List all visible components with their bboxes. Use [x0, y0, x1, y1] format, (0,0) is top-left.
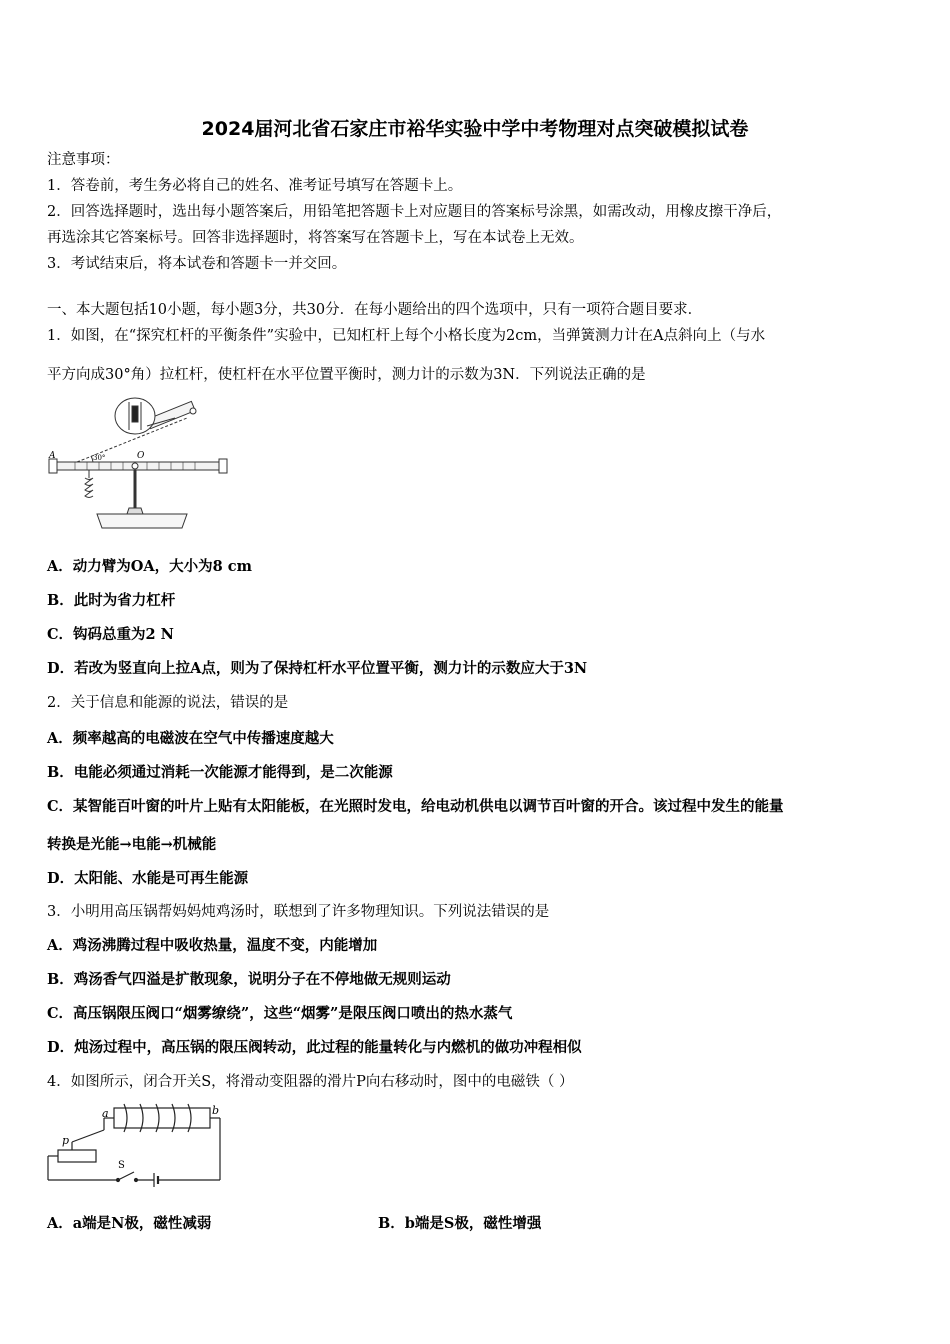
- question-1-option: D．若改为竖直向上拉A点，则为了保持杠杆水平位置平衡，测力计的示数应大于3N: [47, 660, 588, 677]
- question-2-option: A．频率越高的电磁波在空气中传播速度越大: [47, 730, 334, 747]
- page-title: 2024届河北省石家庄市裕华实验中学中考物理对点突破模拟试卷: [201, 118, 749, 140]
- notice-item: 3．考试结束后，将本试卷和答题卡一并交回。: [47, 256, 347, 272]
- question-4-stem: 4．如图所示，闭合开关S，将滑动变阻器的滑片P向右移动时，图中的电磁铁（ ）: [47, 1074, 574, 1090]
- question-2-option: B．电能必须通过消耗一次能源才能得到，是二次能源: [47, 764, 393, 781]
- figure-label-s: S: [118, 1160, 125, 1171]
- notice-item: 再选涂其它答案标号。回答非选择题时，将答案写在答题卡上，写在本试卷上无效。: [47, 230, 584, 246]
- figure-label-a: A: [49, 451, 56, 461]
- question-3-option: D．炖汤过程中，高压锅的限压阀转动，此过程的能量转化与内燃机的做功冲程相似: [47, 1039, 582, 1056]
- notice-item: 1．答卷前，考生务必将自己的姓名、准考证号填写在答题卡上。: [47, 178, 463, 194]
- question-3-option: C．高压锅限压阀口“烟雾缭绕”，这些“烟雾”是限压阀口喷出的热水蒸气: [47, 1005, 513, 1022]
- question-2-option: C．某智能百叶窗的叶片上贴有太阳能板，在光照时发电，给电动机供电以调节百叶窗的开合。该过程中发生的能量: [47, 798, 784, 815]
- figure-label-b: b: [212, 1104, 220, 1117]
- question-3-stem: 3．小明用高压锅帮妈妈炖鸡汤时，联想到了许多物理知识。下列说法错误的是: [47, 904, 550, 920]
- question-2-option: D．太阳能、水能是可再生能源: [47, 870, 249, 887]
- section-heading: 一、本大题包括10小题，每小题3分，共30分．在每小题给出的四个选项中，只有一项符合题目要求．: [47, 302, 703, 318]
- question-2-stem: 2．关于信息和能源的说法，错误的是: [47, 695, 289, 711]
- lever-experiment-figure: [47, 396, 237, 536]
- question-1-option: B．此时为省力杠杆: [47, 592, 176, 609]
- question-1-stem: 平方向成30°角）拉杠杆，使杠杆在水平位置平衡时，测力计的示数为3N．下列说法正确的是: [47, 367, 646, 383]
- question-1-option: A．动力臂为OA，大小为8 cm: [47, 558, 252, 575]
- question-2-option-continued: 转换是光能→电能→机械能: [47, 836, 217, 853]
- notice-item: 2．回答选择题时，选出每小题答案后，用铅笔把答题卡上对应题目的答案标号涂黑，如需改动，用橡皮擦干净后，: [47, 204, 782, 220]
- question-1-stem: 1．如图，在“探究杠杆的平衡条件”实验中，已知杠杆上每个小格长度为2cm，当弹簧测力计在A点斜向上（与水: [47, 328, 766, 344]
- question-4-option: A．a端是N极，磁性减弱: [47, 1215, 212, 1232]
- notice-heading: 注意事项：: [47, 152, 120, 168]
- figure-label-a: a: [102, 1107, 109, 1120]
- question-3-option: B．鸡汤香气四溢是扩散现象，说明分子在不停地做无规则运动: [47, 971, 451, 988]
- figure-label-p: p: [62, 1134, 70, 1147]
- question-1-option: C．钩码总重为2 N: [47, 626, 174, 643]
- question-3-option: A．鸡汤沸腾过程中吸收热量，温度不变，内能增加: [47, 937, 378, 954]
- figure-label-o: O: [137, 451, 145, 461]
- figure-label-angle: 30°: [93, 454, 106, 462]
- electromagnet-circuit-figure: [44, 1102, 234, 1192]
- question-4-option: B．b端是S极，磁性增强: [378, 1215, 542, 1232]
